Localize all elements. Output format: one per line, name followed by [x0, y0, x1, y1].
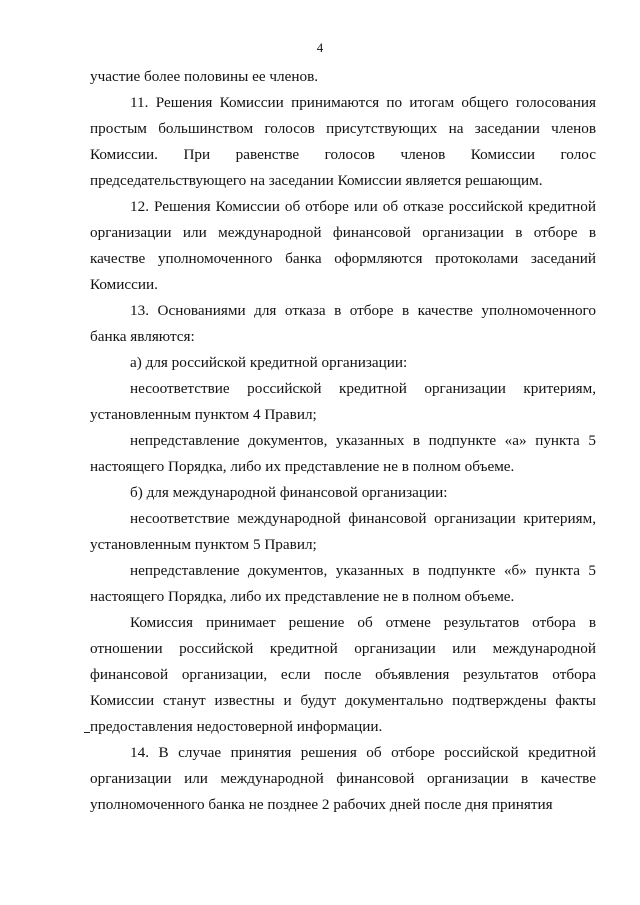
paragraph-subclause-a-item-2: непредставление документов, указанных в подпункте «а» пункта 5 настоящего Порядка, либо их представление не в полном объеме.: [90, 432, 596, 475]
paragraph-subclause-b: б) для международной финансовой организации:: [130, 484, 448, 501]
paragraph-clause-13: 13. Основаниями для отказа в отборе в качестве уполномоченного банка являются:: [90, 302, 596, 345]
paragraph-subclause-a-item-1: несоответствие российской кредитной организации критериям, установленным пунктом 4 Правил;: [90, 380, 596, 423]
paragraph-clause-14: 14. В случае принятия решения об отборе российской кредитной организации или международной финансовой организации в качестве уполномоченного банка не позднее 2 рабочих дней после дня принятия: [90, 744, 596, 813]
paragraph-subclause-b-item-1: несоответствие международной финансовой организации критериям, установленным пунктом 5 Правил;: [90, 510, 596, 553]
paragraph-cancellation: Комиссия принимает решение об отмене результатов отбора в отношении российской кредитной организации или международной финансовой организации, если после объявления результатов отбора Комиссии станут известны и будут документально подтверждены факты предоставления недостоверной информации.: [90, 614, 596, 735]
paragraph-subclause-a: а) для российской кредитной организации:: [130, 354, 408, 371]
paragraph-continuation: участие более половины ее членов.: [90, 68, 319, 85]
scan-artifact-mark: [84, 732, 90, 733]
paragraph-subclause-b-item-2: непредставление документов, указанных в подпункте «б» пункта 5 настоящего Порядка, либо их представление не в полном объеме.: [90, 562, 596, 605]
paragraph-clause-11: 11. Решения Комиссии принимаются по итогам общего голосования простым большинством голосов присутствующих на заседании членов Комиссии. При равенстве голосов членов Комиссии голос председательствующего на заседании Комиссии является решающим.: [90, 94, 596, 189]
document-body: [90, 64, 596, 818]
paragraph-clause-12: 12. Решения Комиссии об отборе или об отказе российской кредитной организации или международной финансовой организации в отборе в качестве уполномоченного банка оформляются протоколами заседаний Комиссии.: [90, 198, 596, 293]
page-number: 4: [316, 40, 324, 55]
